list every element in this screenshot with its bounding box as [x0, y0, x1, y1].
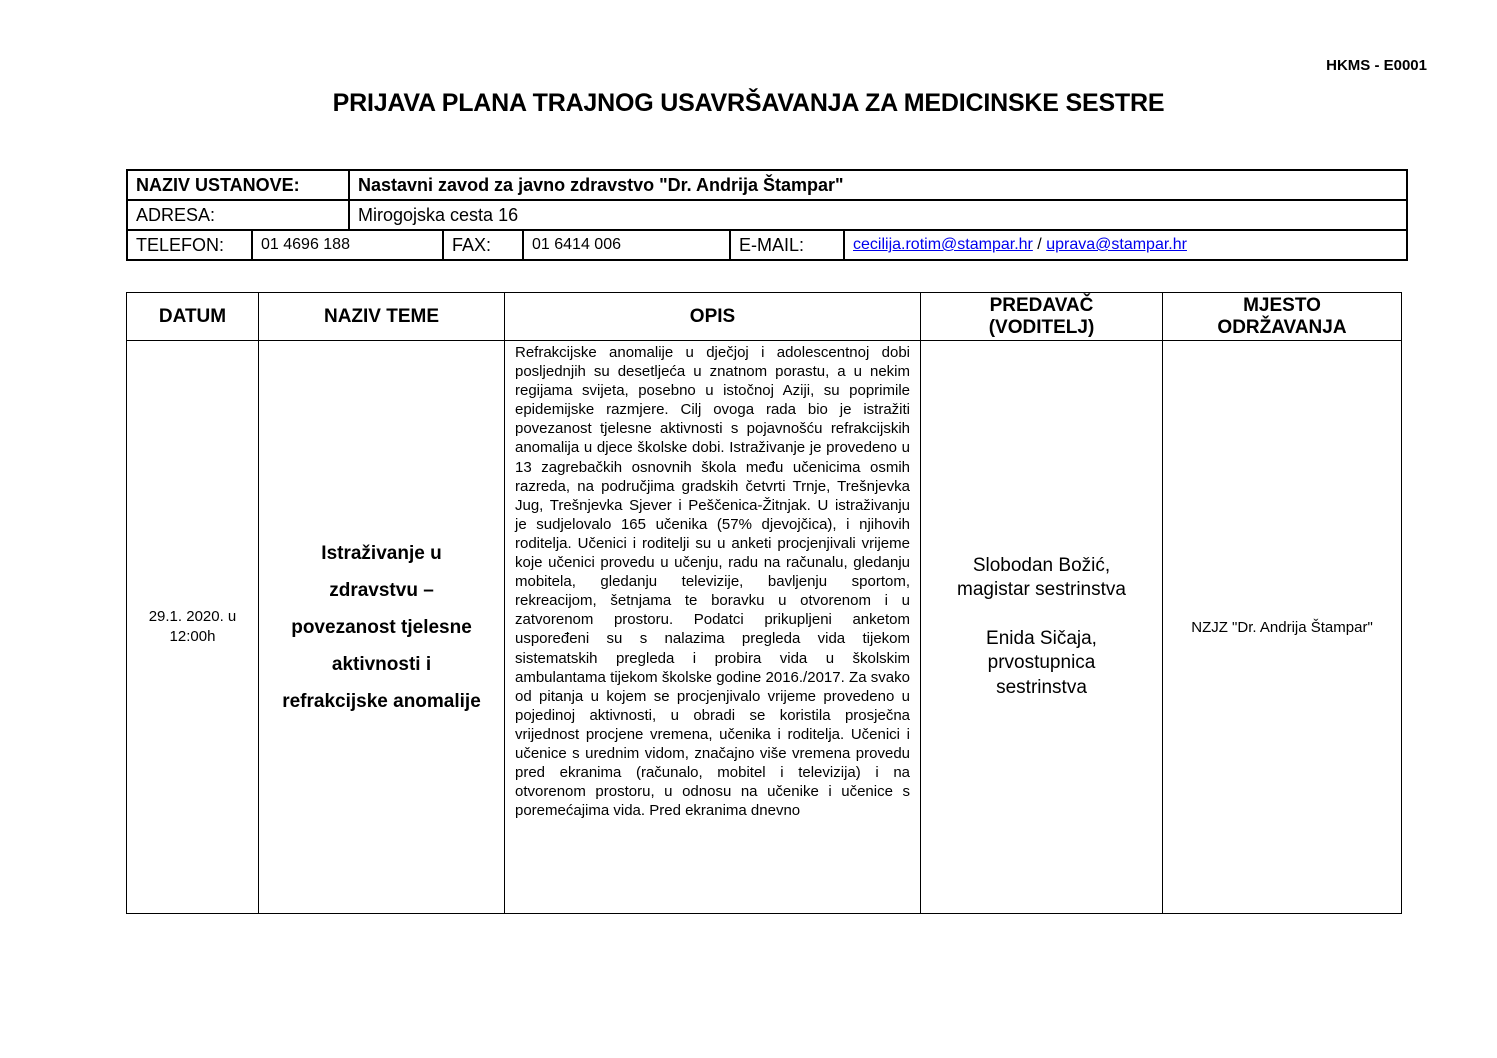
date-line2: 12:00h	[169, 628, 216, 645]
topic-line4: aktivnosti i	[331, 653, 432, 675]
topic-cell	[259, 341, 505, 914]
topic-line2: zdravstvu –	[329, 579, 434, 601]
lecturer2-line3: sestrinstva	[996, 676, 1087, 698]
header-place-line2: ODRŽAVANJA	[1217, 316, 1347, 338]
email-separator: /	[1032, 236, 1047, 253]
institution-name-label: NAZIV USTANOVE:	[127, 170, 349, 200]
date-line1: 29.1. 2020. u	[148, 608, 237, 625]
header-description: OPIS	[505, 293, 921, 341]
date-cell	[127, 341, 259, 914]
page-title: PRIJAVA PLANA TRAJNOG USAVRŠAVANJA ZA MEDICINSKE SESTRE	[332, 89, 1165, 117]
plan-table-header	[127, 293, 1402, 341]
email-link-2[interactable]: uprava@stampar.hr	[1046, 236, 1187, 253]
header-place	[1163, 293, 1402, 341]
fax-value: 01 6414 006	[523, 230, 730, 260]
institution-table	[126, 169, 1408, 261]
header-lecturer-line2: (VODITELJ)	[988, 316, 1095, 338]
header-date: DATUM	[127, 293, 259, 341]
header-lecturer-line1: PREDAVAČ	[989, 294, 1094, 316]
header-lecturer	[921, 293, 1163, 341]
table-row	[127, 341, 1402, 914]
phone-value: 01 4696 188	[252, 230, 443, 260]
institution-name-value: Nastavni zavod za javno zdravstvo "Dr. Andrija Štampar"	[349, 170, 1407, 200]
email-link-1[interactable]: cecilija.rotim@stampar.hr	[853, 236, 1033, 253]
form-code: HKMS - E0001	[1326, 57, 1427, 74]
lecturer2-line2: prvostupnica	[987, 652, 1096, 674]
lecturer1-line1: Slobodan Božić,	[972, 554, 1111, 576]
header-place-line1: MJESTO	[1243, 294, 1321, 316]
address-value: Mirogojska cesta 16	[349, 200, 1407, 230]
topic-line3: povezanost tjelesne	[291, 616, 472, 638]
address-label: ADRESA:	[127, 200, 349, 230]
address-row	[127, 200, 1407, 230]
description-cell	[505, 341, 921, 914]
plan-table	[126, 292, 1402, 914]
lecturer1-line2: magistar sestrinstva	[957, 579, 1126, 601]
email-value	[844, 230, 1407, 260]
topic-line1: Istraživanje u	[321, 542, 442, 564]
topic-line5: refrakcijske anomalije	[282, 690, 481, 712]
lecturer2-line1: Enida Sičaja,	[986, 627, 1097, 649]
fax-label: FAX:	[443, 230, 523, 260]
contact-row	[127, 230, 1407, 260]
lecturer-spacer	[921, 603, 1162, 627]
description-text: Refrakcijske anomalije u dječjoj i adolescentnoj dobi posljednjih su desetljeća u znatnom porastu, a u nekim regijama svijeta, posebno u istočnoj Aziji, su poprimile epidemijske razmjere. Cilj ovoga rada bio je istražiti povezanost tjelesne aktivnosti s pojavnošću refrakcijskih anomalija u djece školske dobi. Istraživanje je provedeno u 13 zagrebačkih osnovnih škola među učenicima osmih razreda, na područjima gradskih četvrti Trnje, Trešnjevka Jug, Trešnjevka Sjever i Peščenica-Žitnjak. U istraživanju je sudjelovalo 165 učenika (57% djevojčica), i njihovih roditelja. Učenici i roditelji su u anketi procjenjivali vrijeme koje učenici provedu u učenju, radu na računalu, gledanju mobitela, gledanju televizije, bavljenju sportom, rekreacijom, šetnjama te boravku u otvorenom i u zatvorenom prostoru. Podatci prikupljeni anketom uspoređeni su s nalazima pregleda vida tijekom sistematskih pregleda i probira vida u školskim ambulantama tijekom školske godine 2016./2017. Za svako od pitanja u kojem se procjenjivalo vrijeme provedeno u pojedinoj aktivnosti, u obradi se koristila prosječna vrijednost procjene vremena, učenika i roditelja. Učenici i učenice s urednim vidom, značajno više vremena provedu pred ekranima (računalo, mobitel i televizija) i na otvorenom prostoru, u odnosu na učenike i učenice s poremećajima vida. Pred ekranima dnevno	[515, 344, 910, 820]
email-label: E-MAIL:	[730, 230, 844, 260]
institution-name-row	[127, 170, 1407, 200]
phone-label: TELEFON:	[127, 230, 252, 260]
header-topic: NAZIV TEME	[259, 293, 505, 341]
lecturer-cell	[921, 341, 1163, 914]
place-cell: NZJZ "Dr. Andrija Štampar"	[1163, 341, 1402, 914]
